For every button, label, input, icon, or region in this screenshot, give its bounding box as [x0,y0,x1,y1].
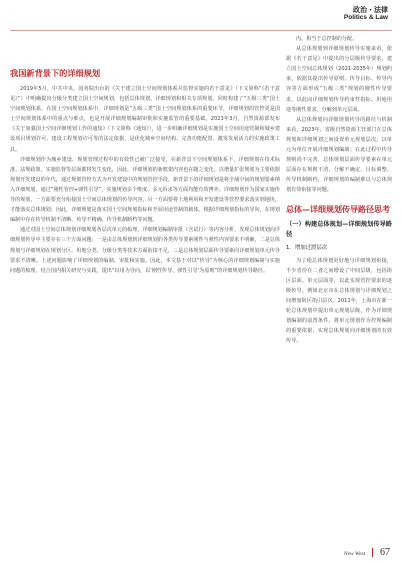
header-divider [10,30,392,31]
footer-divider [372,548,373,557]
paragraph: 通过对国土空间总体规划详细规划各层次单元的梳理，详细规划编制审批（含试行）等内容分析，发现总体规划向详细规划传导中主要存在三个方面问题：一是由总体规划到详细规划的各类传导要素刚性与弹性内容要求不明确，二是总体规划与详细规划在规划分区、用地分类、分级分类等技术方面衔接不足，三是总体规划层面传导要素向详细规划单元传导要求不清晰。上述问题影响了详细规划的编制、审批和实施。因此，本文基于对以“传导”为核心的详细规划编制与实施问题的梳理，结合国内相关研究与实践，提出“以用为导向，以‘刚性传导、弹性引导’为原则”的详细规划传导路径。 [10,227,280,274]
page-number: 67 [380,547,390,558]
left-column [10,84,280,276]
paragraph: 从总体规划到详细规划传导实施来看，依据《若干意见》中提出的分层级传导要求，建立国土空间总体规划（2021-2035年）规划约束，依据其提出传导原则、传导目标、传导内容等方面形成“五级三类”规划的刚性传导要求，以此向详细规划传导约束性指标、用地用途等刚性要求，分解到单元层面。 [286,46,392,113]
paragraph: 详细规划作为城乡建设、规划管理过程中的有效性已被广泛接受，在新背景下空间规划体系下，详细规划在技术标准、法规政策、实施监督等层面都将发生变化，因此，详细规划的新框架内容也在随之变化。以增量扩张规划为主要依据规划开发建设的年代，通过规划管控方式为开发建设中的规划管控手段。新背景下的详细规划是将全域空间的规划要素纳入详细规划，通过“刚性管控+弹性引导”，实施规划多个维度、多元诉求等方面均能有效博弈。详细规划作为国家实施传导的规划，一方面要充分衔接国土空间总体规划的传导内容，另一方面要将土地利用和开发建设等管控要求落实到地块，才能落实总体规划；因此，详细规划是落实国土空间规划指标和开展用途管制的载体。根据详细规划指标的导向，在规划编制中存在传导机制不清晰、传导不精确、传导机制断档等问题。 [10,156,280,224]
article-title: 我国新背景下的详细规划 [10,68,101,78]
right-column [286,34,392,346]
section-heading: 总体—详细规划传导路径思考 [286,204,390,214]
sub-item-heading: 1．增加过渡层次 [286,244,328,251]
page-footer [344,547,390,558]
subsection-heading: （一）构建总体规划—详细规划传导路径 [286,220,392,238]
journal-name: New West [343,551,366,557]
paragraph: 内、相当于总控制的分配。 [296,36,358,42]
paragraph: 为了使总体规划更好地与详细规划衔接，不少省份在二者之间增设了中间层级，包括街区层面、单元层面等，以此实现管控要求的逐级传导。例如北京市在总体规划与详细规划之间增加街区指引层次。2011年，上海市在新一轮总体规划中提出单元规划层级，作为详细规划编制的前置条件，将单元规划作为控规编制的重要依据，实现总体规划向详细规划的有效传导。 [286,257,392,345]
paragraph: 从总体规划向详细规划传导的路径与机制来看，2023年，省级自然资源主管部门在总体规划和详细规划之间设置单元规划层次，以单元为单位开展详细规划编制；在此过程中传导规则尚不完善，总体规划层面传导要素在单元层面存在规则不清、分解不确定、目标调整、传导机制断档，详细规划的编制难以与总体规划有效衔接等问题。 [286,116,392,194]
paragraph: 2019年5月，中共中央、国务院出台的《关于建立国土空间规划体系并监督实施的若干意见》（下文简称“《若干意见》”）中明确提出分级分类建立国土空间规划，包括总体规划、详细规划和相关专项规划，同时构建了“五级三类”国土空间规划体系。在国土空间规划体系中，详细规划是“五级三类”国土空间规划体系的重要环节，详细规划的管控更是国土空间规划体系中的重点与难点，也是开展详细规划编制审批和实施监管的重要基础。2023年3月，自然资源部发布《关于加强国土空间详细规划工作的通知》（下文简称《通知》），进一步明确详细规划是实施国土空间用途管制和城乡建设项目规划许可、建设工程规划许可等的法定依据，是优化城乡空间结构、完善功能配置、激发发展活力的实施政策工具。 [10,86,280,153]
section-title-en: Politics & Law [343,14,388,22]
section-title-zh: 政治・法律 [353,6,388,14]
page-header [344,6,388,22]
